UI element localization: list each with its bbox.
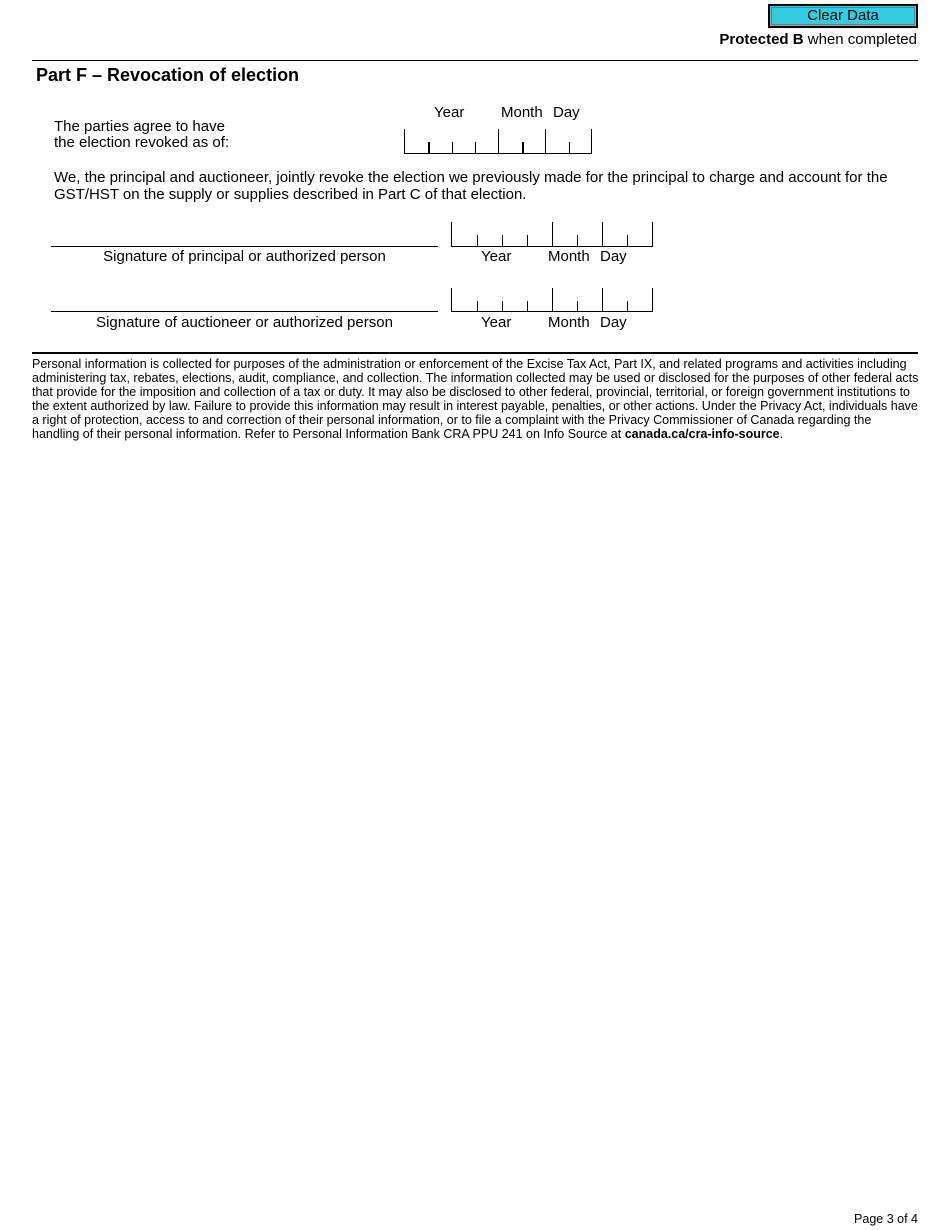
privacy-notice [32,357,920,441]
auctioneer-signature-caption: Signature of auctioneer or authorized person [96,314,393,331]
top-divider [32,60,918,61]
protected-b-label: Protected B [719,31,804,48]
revocation-statement: We, the principal and auctioneer, jointly revoke the election we previously made for the principal to charge and account for the GST/HST on the supply or supplies described in Part C of that election. [54,169,888,203]
revoke-date-year-label: Year [434,104,465,121]
principal-date-year-label: Year [481,248,512,265]
page-number: Page 3 of 4 [854,1212,918,1226]
principal-date-month-label: Month [548,248,590,265]
auctioneer-date-day-label: Day [600,314,627,331]
protected-b-suffix: when completed [803,31,917,48]
revoke-date-month-label: Month [501,104,543,121]
revoke-label-line2: the election revoked as of: [54,134,230,151]
principal-signature-line[interactable] [51,246,438,247]
privacy-notice-end: . [779,427,784,441]
revocation-date-field[interactable] [404,129,592,154]
revoke-label-line1: The parties agree to have [54,118,225,135]
part-f-title: Part F – Revocation of election [36,65,300,85]
section-divider [32,352,918,354]
auctioneer-signature-line[interactable] [51,311,438,312]
privacy-notice-text: Personal information is collected for purposes of the administration or enforcement of the Excise Tax Act, Part IX, and related programs and activities including administering tax, rebates, elections, audit, compliance, and collection. The information collected may be used or disclosed for the purposes of other federal acts that provide for the imposition and collection of a tax or duty. It may also be disclosed to other federal, provincial, territorial, or foreign government institutions to the extent authorized by law. Failure to provide this information may result in interest payable, penalties, or other actions. Under the Privacy Act, individuals have a right of protection, access to and correction of their personal information, or to file a complaint with the Privacy Commissioner of Canada regarding the handling of their personal information. Refer to Personal Information Bank CRA PPU 241 on Info Source at [32,357,919,441]
auctioneer-date-month-label: Month [548,314,590,331]
principal-date-day-label: Day [600,248,627,265]
auctioneer-signature-date-field[interactable] [451,288,653,312]
revoke-date-day-label: Day [553,104,580,121]
clear-data-button[interactable]: Clear Data [768,4,918,28]
principal-signature-caption: Signature of principal or authorized person [103,248,386,265]
info-source-link[interactable]: canada.ca/cra-info-source [624,427,780,441]
protected-b-notice [719,31,917,48]
principal-signature-date-field[interactable] [451,222,653,247]
auctioneer-date-year-label: Year [481,314,512,331]
